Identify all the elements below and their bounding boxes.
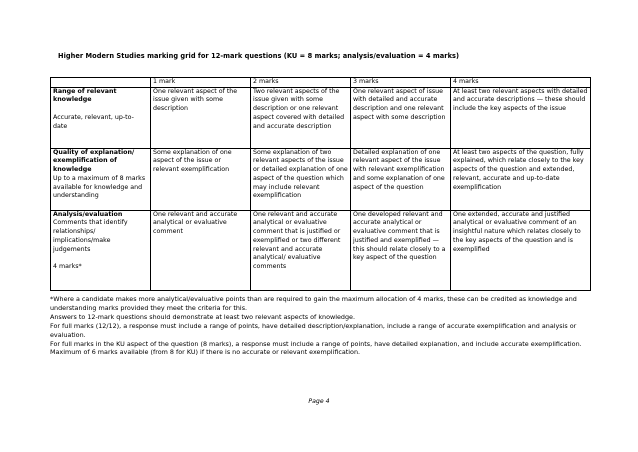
- table-cell: One developed relevant and accurate analytical or evaluative comment that is justified and exemplified — this should relate closely to a key aspect of the question: [351, 210, 451, 290]
- row-label-sub: Accurate, relevant, up-to-date: [53, 113, 134, 130]
- marking-grid-table: [50, 77, 591, 291]
- header-cell-2-marks: 2 marks: [251, 78, 351, 88]
- table-row-analysis-evaluation: [51, 210, 591, 290]
- row-label-title: Analysis/evaluation: [53, 210, 123, 218]
- table-cell: Some explanation of one aspect of the issue or relevant exemplification: [151, 148, 251, 210]
- row-label-cell: [51, 87, 151, 148]
- table-cell: One relevant aspect of issue with detailed and accurate description and one relevant aspect with some description: [351, 87, 451, 148]
- row-label-marks: 4 marks*: [53, 262, 82, 270]
- row-label-title: Range of relevant knowledge: [53, 87, 117, 104]
- row-label-sub: Comments that identify relationships/ implications/make judgements: [53, 219, 128, 253]
- header-row: [51, 78, 591, 88]
- footnote-full-marks: For full marks (12/12), a response must include a range of points, have detailed description/explanation, include a range of accurate exemplification and analysis or evaluation.: [50, 321, 577, 339]
- table-row-quality-of-explanation: [51, 148, 591, 210]
- document-title: Higher Modern Studies marking grid for 12-mark questions (KU = 8 marks; analysis/evaluation = 4 marks): [58, 52, 460, 60]
- footnote-ku-full-marks: For full marks in the KU aspect of the question (8 marks), a response must include a range of points, have detailed explanation, and include accurate exemplification. Maximum of 6 marks available (from 8 for KU) if there is no accurate or relevant exemplification.: [50, 339, 582, 357]
- table-cell: One extended, accurate and justified analytical or evaluative comment of an insightful nature which relates closely to the key aspects of the question and is exemplified: [451, 210, 591, 290]
- table-cell: Detailed explanation of one relevant aspect of the issue with relevant exemplification and some explanation of one aspect of the question: [351, 148, 451, 210]
- table-cell: At least two relevant aspects with detailed and accurate descriptions — these should include the key aspects of the issue: [451, 87, 591, 148]
- table-cell: One relevant and accurate analytical or evaluative comment: [151, 210, 251, 290]
- footnote-analytical: *Where a candidate makes more analytical/evaluative points than are required to gain the maximum allocation of 4 marks, these can be credited as knowledge and understanding marks provided they meet the criteria for this.: [50, 295, 577, 312]
- table-row-range-of-knowledge: [51, 87, 591, 148]
- footnotes: [50, 295, 595, 357]
- table-cell: At least two aspects of the question, fully explained, which relate closely to the key aspects of the question and extended, relevant, accurate and up-to-date exemplification: [451, 148, 591, 210]
- page-number: Page 4: [308, 398, 330, 405]
- row-label-cell: [51, 210, 151, 290]
- table-cell: Some explanation of two relevant aspects of the issue or detailed explanation of one aspect of the question which may include relevant exemplification: [251, 148, 351, 210]
- header-cell-3-marks: 3 marks: [351, 78, 451, 88]
- row-label-title: Quality of explanation/ exemplification of knowledge: [53, 148, 135, 174]
- header-cell-4-marks: 4 marks: [451, 78, 591, 88]
- row-label-cell: [51, 148, 151, 210]
- table-cell: One relevant aspect of the issue given with some description: [151, 87, 251, 148]
- header-cell-empty: [51, 78, 151, 88]
- footnote-two-aspects: Answers to 12-mark questions should demonstrate at least two relevant aspects of knowledge.: [50, 312, 355, 321]
- row-label-sub: Up to a maximum of 8 marks available for knowledge and understanding: [53, 174, 146, 200]
- table-cell: Two relevant aspects of the issue given with some description or one relevant aspect covered with detailed and accurate description: [251, 87, 351, 148]
- header-cell-1-mark: 1 mark: [151, 78, 251, 88]
- table-cell: One relevant and accurate analytical or evaluative comment that is justified or exemplified or two different relevant and accurate analytical/ evaluative comments: [251, 210, 351, 290]
